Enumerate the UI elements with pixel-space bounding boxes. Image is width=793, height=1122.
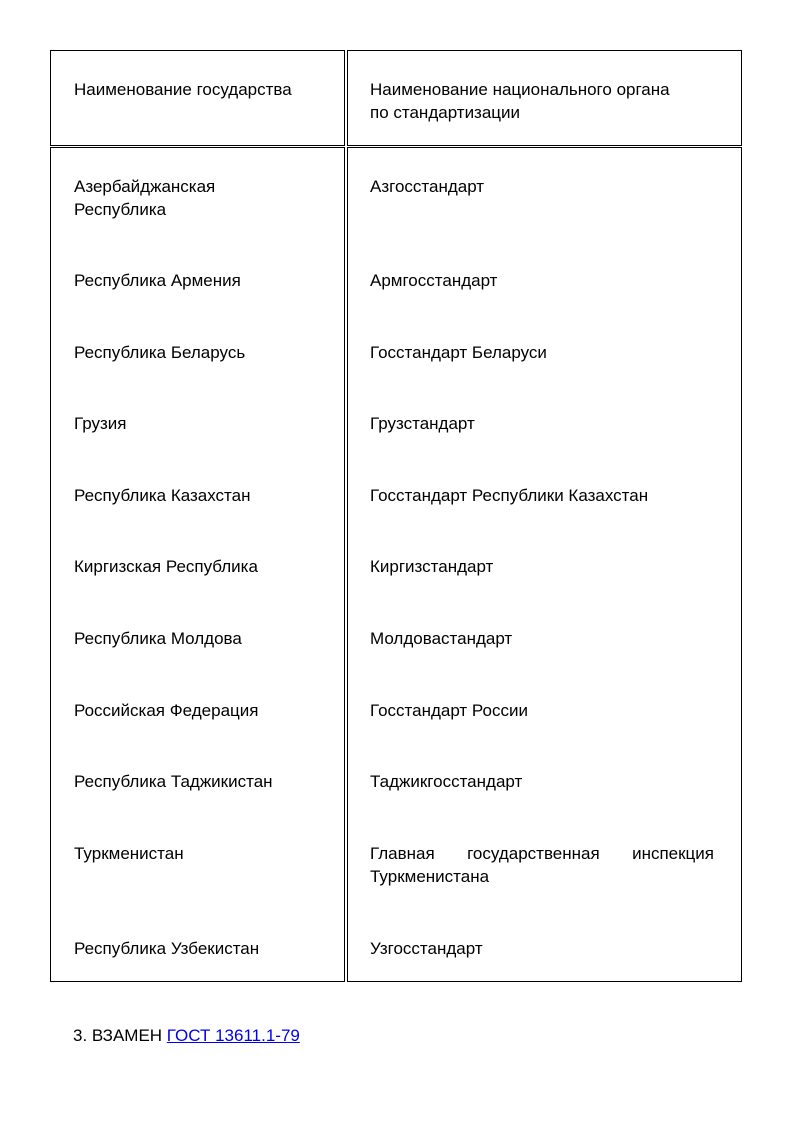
replacement-prefix: 3. ВЗАМЕН <box>73 1026 167 1045</box>
cell-state-8: Республика Таджикистан <box>74 772 273 791</box>
cell-body-7: Госстандарт России <box>370 701 528 720</box>
cell-state-7: Российская Федерация <box>74 701 259 720</box>
standards-table <box>50 50 742 982</box>
cell-state-9: Туркменистан <box>74 844 184 863</box>
cell-body-10: Узгосстандарт <box>370 939 483 958</box>
cell-body-2: Госстандарт Беларуси <box>370 343 547 362</box>
header-body-label: Наименование национального органа по стандартизации <box>370 80 670 122</box>
cell-state-1: Республика Армения <box>74 271 241 290</box>
header-state-label: Наименование государства <box>74 80 292 99</box>
cell-state-0: Азербайджанская Республика <box>74 177 216 219</box>
cell-state-2: Республика Беларусь <box>74 343 246 362</box>
header-cell-body <box>347 50 742 146</box>
cell-state-5: Киргизская Республика <box>74 557 258 576</box>
cell-body-1: Армгосстандарт <box>370 271 498 290</box>
cell-body-5: Киргизстандарт <box>370 557 494 576</box>
cell-state-10: Республика Узбекистан <box>74 939 260 958</box>
gost-link[interactable]: ГОСТ 13611.1-79 <box>166 1026 300 1045</box>
cell-body-3: Грузстандарт <box>370 414 475 433</box>
cell-body-6: Молдовастандарт <box>370 629 513 648</box>
replacement-note <box>73 1024 300 1047</box>
cell-body-4: Госстандарт Республики Казахстан <box>370 486 649 505</box>
cell-body-8: Таджикгосстандарт <box>370 772 523 791</box>
column-state <box>50 147 345 982</box>
cell-state-4: Республика Казахстан <box>74 486 251 505</box>
header-cell-state <box>50 50 345 146</box>
cell-state-6: Республика Молдова <box>74 629 242 648</box>
cell-body-9: Главная государственная инспекция Туркменистана <box>370 844 714 886</box>
cell-state-3: Грузия <box>74 414 127 433</box>
cell-body-0: Азгосстандарт <box>370 177 485 196</box>
column-body <box>347 147 742 982</box>
